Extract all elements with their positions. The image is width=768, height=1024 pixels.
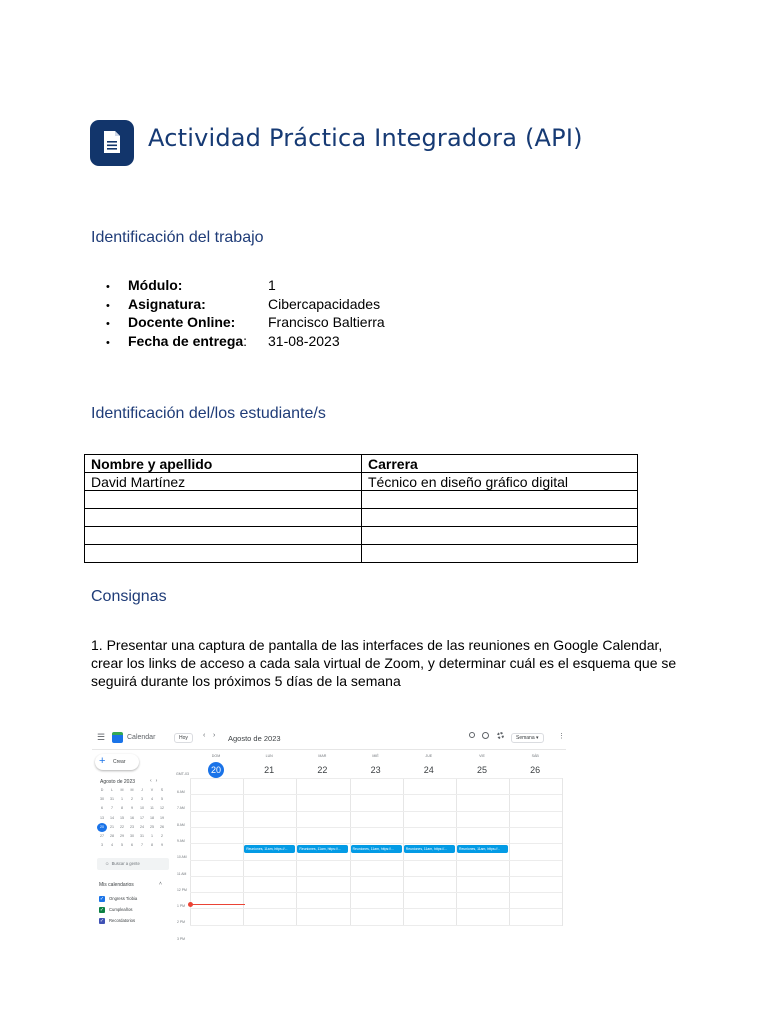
mini-calendar-day: 27 [100,833,104,838]
student-name-cell [85,491,362,509]
bullet-icon: • [106,299,110,312]
table-row [85,473,638,491]
calendar-month-label: Agosto de 2023 [228,734,281,743]
day-number: 25 [476,765,487,775]
mini-calendar-day: 3 [141,797,143,802]
mini-calendar-day: D [100,788,104,792]
student-name-cell [85,527,362,545]
table-row [85,491,638,509]
student-career-cell: Técnico en diseño gráfico digital [362,473,638,491]
mini-calendar-day: 24 [140,824,144,829]
consignas-heading: Consignas [91,588,167,605]
mini-calendar-row [97,832,167,841]
my-calendars-heading: Mis calendarios [99,882,134,888]
document-title: Actividad Práctica Integradora (API) [148,124,583,152]
table-row [85,509,638,527]
mini-calendar-day: 5 [161,797,163,802]
create-label: Crear [113,759,126,765]
mini-calendar-day: M [130,788,134,792]
day-header [402,754,456,778]
today-button: Hoy [174,733,193,743]
calendar-list-label: Cumpleaños [109,907,133,913]
mini-calendar-title: Agosto de 2023 [100,779,136,785]
student-career-cell [362,509,638,527]
grid-hour-line [190,908,562,909]
work-info-item [106,314,526,333]
calendar-topbar [92,726,566,750]
mini-calendar-day: J [141,788,143,792]
hour-label: 9 AM [177,838,185,843]
bullet-icon: • [106,318,110,330]
calendar-event: Reuniones, 11am, https://... [351,845,402,853]
mini-calendar-day: 8 [121,806,123,811]
grid-column-line [562,778,563,926]
work-info-value: Francisco Baltierra [268,314,385,330]
work-info-label: Fecha de entrega: [128,332,248,349]
mini-calendar-day: 23 [130,824,134,829]
mini-calendar-row [97,804,167,813]
column-header-career: Carrera [362,455,638,473]
mini-calendar-day: 6 [101,806,103,811]
student-name-cell: David Martínez [85,473,362,491]
day-of-week: DOM [211,754,221,758]
grid-hour-line [190,892,562,893]
mini-calendar-day: 22 [120,824,124,829]
current-time-line [191,904,245,905]
day-of-week: SÁB [531,754,539,758]
students-table [84,454,638,563]
consigna-text: 1. Presentar una captura de pantalla de las interfaces de las reuniones en Google Calendar, crear los links de acceso a cada sala virtual de Zoom, y determinar cuál es el esquema que se seguirá durante los próximos 5 días de la semana [91,637,677,689]
hour-label: 6 AM [177,790,185,794]
mini-calendar-day: 14 [110,815,114,820]
mini-calendar-day: 3 [101,843,103,848]
calendar-event: Reuniones, 11am, https://... [404,845,455,853]
chevron-up-icon: ˄ [159,881,162,887]
calendar-list-item [99,907,133,913]
grid-hour-line [190,811,562,812]
day-header [295,754,349,778]
mini-calendar-day: S [160,788,164,792]
work-info-list [106,277,526,351]
chevron-right-icon: › [213,732,216,739]
hour-label: 7 AM [177,806,185,811]
day-header [189,754,243,778]
day-number: 20 [208,762,224,778]
mini-calendar-day: 10 [140,806,144,811]
mini-calendar-day: 21 [110,824,114,829]
mini-calendar-day: L [111,788,113,792]
mini-calendar-day: 31 [140,833,144,838]
mini-calendar-day: 20 [97,823,107,832]
students-heading: Identificación del/los estudiante/s [91,405,326,422]
table-row [85,527,638,545]
mini-calendar-nav: ‹› [150,778,162,784]
table-header-row [85,455,638,473]
work-info-value: 31-08-2023 [268,332,340,349]
calendar-app-name: Calendar [127,734,156,741]
mini-calendar-row [97,841,167,850]
student-career-cell [362,527,638,545]
calendar-logo-icon [112,732,123,743]
bullet-icon: • [106,336,110,349]
day-number: 24 [423,765,434,775]
document-icon [90,120,134,166]
mini-calendar-day: 25 [150,824,154,829]
mini-calendar-day: 1 [121,797,123,802]
day-of-week: MAR [318,754,327,758]
mini-calendar-day: 7 [141,843,143,848]
work-info-label: Asignatura: [128,295,206,312]
grid-column-line [509,778,510,926]
grid-hour-line [190,860,562,861]
day-number: 23 [370,765,381,775]
mini-calendar-day: 6 [131,843,133,848]
mini-calendar-day: 2 [161,833,163,838]
calendar-list-item [99,896,137,902]
hour-label: 2 PM [177,920,185,925]
view-selector: Semana ▾ [511,733,544,743]
mini-calendar-day: 28 [110,833,114,838]
hour-label: 3 PM [177,936,185,941]
day-header [349,754,403,778]
day-of-week: VIE [479,754,485,758]
student-name-cell [85,509,362,527]
calendar-list-label: Ongress Tiobia [109,896,138,902]
day-number: 22 [317,765,328,775]
mini-calendar-day: 7 [111,806,113,811]
calendar-list-label: Recordatorios [109,918,136,924]
mini-calendar-day: 19 [160,815,164,820]
day-of-week: JUE [425,754,433,758]
help-icon [482,732,489,739]
apps-more-icon: ⋮ [558,733,565,740]
day-header [455,754,509,778]
work-info-item [106,296,526,315]
mini-calendar-day: 9 [131,806,133,811]
mini-calendar-grid [97,786,167,850]
checkbox-icon: ✓ [99,896,105,902]
mini-calendar-day: 29 [120,833,124,838]
work-info-label: Módulo: [128,277,183,293]
create-button [95,754,139,770]
checkbox-icon: ✓ [99,907,105,913]
hour-label: 11 AM [177,871,187,876]
calendar-event: Reuniones, 11am, https://... [457,845,508,853]
mini-calendar-row [97,814,167,823]
hour-label: 12 PM [177,887,187,892]
calendar-screenshot [92,726,566,941]
day-of-week: LUN [265,754,273,758]
hour-label: 1 PM [177,904,185,909]
checkbox-icon: ✓ [99,918,105,924]
mini-calendar-day: 9 [161,843,163,848]
mini-calendar-day: 2 [131,797,133,802]
mini-calendar-day: 12 [160,806,164,811]
menu-icon: ☰ [97,732,106,742]
mini-calendar-day: 4 [151,797,153,802]
grid-hour-line [190,827,562,828]
mini-calendar-day: 4 [111,843,113,848]
day-header [242,754,296,778]
mini-calendar-day: 1 [151,833,153,838]
grid-hour-line [190,925,562,926]
mini-calendar-day: 30 [130,833,134,838]
work-info-label: Docente Online: [128,314,236,330]
timezone-label: GMT-03 [176,772,189,776]
people-search: ☺ Buscar a gente [97,858,169,870]
mini-calendar-row [97,823,167,832]
plus-icon: + [99,755,106,767]
day-header [508,754,562,778]
hour-label: 8 AM [177,822,185,827]
chevron-left-icon: ‹ [203,732,206,739]
student-career-cell [362,491,638,509]
mini-calendar-day: 13 [100,815,104,820]
day-of-week: MIÉ [372,754,379,758]
grid-hour-line [190,794,562,795]
student-name-cell [85,545,362,563]
mini-calendar-day: 16 [130,815,134,820]
mini-calendar-day: 26 [160,824,164,829]
mini-calendar-day: 15 [120,815,124,820]
mini-calendar-day: 30 [100,797,104,802]
mini-calendar-day: 11 [150,806,154,811]
search-icon [469,732,475,738]
mini-calendar-day: 18 [150,815,154,820]
mini-calendar-row [97,795,167,804]
calendar-event: Reuniones, 11am, https://... [297,845,348,853]
work-info-value: Cibercapacidades [268,295,381,312]
work-info-value: 1 [268,277,276,293]
day-number: 21 [264,765,275,775]
grid-hour-line [190,876,562,877]
work-info-item [106,277,526,296]
work-id-heading: Identificación del trabajo [91,229,264,246]
column-header-name: Nombre y apellido [85,455,362,473]
mini-calendar-day: 17 [140,815,144,820]
grid-hour-line [190,778,562,779]
mini-calendar-day: V [150,788,154,792]
mini-calendar-day: 31 [110,797,114,802]
calendar-event: Reuniones, 11am, https://... [244,845,295,853]
mini-calendar-day: 5 [121,843,123,848]
hour-label: 10 AM [177,855,187,860]
table-row [85,545,638,563]
student-career-cell [362,545,638,563]
mini-calendar-row [97,786,167,795]
work-info-item [106,333,526,352]
calendar-list-item [99,918,135,924]
mini-calendar-day: M [120,788,124,792]
mini-calendar-day: 8 [151,843,153,848]
bullet-icon: • [106,281,110,293]
gear-icon [497,732,504,739]
day-number: 26 [530,765,541,775]
